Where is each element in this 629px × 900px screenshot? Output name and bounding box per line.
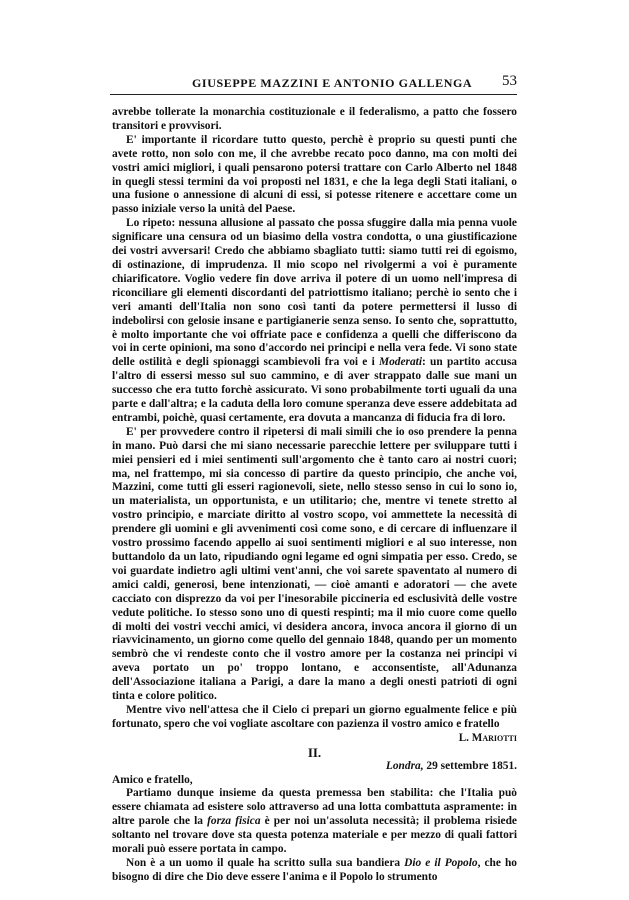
paragraph-text: Non è a un uomo il quale ha scritto sulla sua bandiera bbox=[126, 856, 405, 869]
section-number: II. bbox=[307, 744, 322, 760]
dateline bbox=[112, 760, 517, 774]
running-title: GIUSEPPE MAZZINI E ANTONIO GALLENGA bbox=[192, 76, 473, 90]
paragraph bbox=[112, 217, 517, 426]
paragraph: E' per provvedere contro il ripetersi di mali simili che io oso prendere la penna in mano. Può darsi che mi siano necessarie parecchie lettere per sviluppare tutti i miei pensieri ed i miei sentimenti sull'argomento che è tanto caro ai nostri cuori; ma, nel frattempo, mi sia concesso di partire da questo principio, che anche voi, Mazzini, come tutti gli esseri ragionevoli, siete, nello stesso senso in cui lo sono io, un materialista, un opportunista, e un utilitario; che, mentre vi tenete stretto al vostro principio, e marciate diritto al vostro scopo, voi ammettete la necessità di prendere gli uomini e gli avvenimenti così come sono, e di cercare di influenzare il vostro prossimo facendo appello ai suoi sentimenti migliori e al suo interesse, non buttandolo da un lato, ripudiando ogni legame ed ogni simpatia per esso. Credo, se voi guardate indietro agli ultimi vent'anni, che voi sarete spaventato al numero di amici caldi, generosi, bene intenzionati, — cioè amanti e adoratori — che avete cacciato con disprezzo da voi per l'inesorabile piccineria ed esclusività delle vostre vedute politiche. Io stesso sono uno di questi respinti; ma il mio cuore come quello di molti dei vostri vecchi amici, vi desidera ancora, invoca ancora il giorno di un riavvicinamento, un giorno come quello del gennaio 1848, quando per un momento sembrò che vi rendeste conto che il vostro amore per la costanza nei principi vi aveva portato un po' troppo lontano, e acconsentiste, all'Adunanza dell'Associazione italiana a Parigi, a dare la mano a degli onesti patrioti di ogni tinta e colore politico. bbox=[112, 425, 517, 703]
emphasis: Dio e il Popolo bbox=[404, 856, 478, 869]
paragraph bbox=[112, 787, 517, 857]
paragraph-text: Partiamo dunque insieme da questa premessa ben stabilita: che l'Italia può essere chiamata ad esistere solo attraverso ad una lotta combattuta aspramente: in altre parole che la bbox=[112, 787, 517, 828]
paragraph-text: : un partito accusa l'altro di essersi messo sul suo cammino, e di aver strappato dalle sue mani un successo che era tutto forchè assicurato. Vi sono probabilmente torti uguali da una parte e dall'altra; e la caduta della loro comune speranza deve essere addebitata ad entrambi, poichè, quasi certamente, era dovuta a mancanza di fiducia fra di loro. bbox=[112, 356, 518, 424]
body-text bbox=[112, 106, 517, 885]
paragraph: avrebbe tollerate la monarchia costituzionale e il federalismo, a patto che fossero transitori e provvisori. bbox=[112, 106, 517, 132]
paragraph-text: Lo ripeto: nessuna allusione al passato che possa sfuggire dalla mia penna vuole significare una censura od un biasimo della vostra condotta, o una giustificazione dei vostri avversari! Credo che abbiamo sbagliato tutti: siamo tutti rei di egoismo, di ostinazione, di imprudenza. Il mio scopo nel rivolgermi a voi è puramente chiarificatore. Voglio vedere fin dove arriva il potere di un uomo nell'impresa di riconciliare gli elementi discordanti del patriottismo italiano; perchè io sento che i veri amanti dell'Italia non sono così tanti da potere permettersi il lusso di indebolirsi con gelosie insane e partigianerie senza senso. Io sento che, soprattutto, è molto importante che voi offriate pace e confidenza a quelli che differiscono da voi in certe opinioni, ma sono d'accordo nei principi e nella vera fede. Vi sono state delle ostilità e degli spionaggi scambievoli fra voi e i bbox=[112, 217, 517, 369]
emphasis: forza fisica bbox=[207, 815, 261, 828]
salutation: Amico e fratello, bbox=[112, 773, 193, 786]
paragraph: Mentre vivo nell'attesa che il Cielo ci prepari un giorno egualmente felice e più fortunato, spero che voi vogliate ascoltare con pazienza il vostro amico e fratello bbox=[112, 703, 517, 730]
running-header bbox=[110, 73, 517, 95]
paragraph bbox=[112, 857, 517, 885]
paragraph: E' importante il ricordare tutto questo, perchè è proprio su questi punti che avete rotto, non solo con me, il che avrebbe recato poco danno, ma con molti dei vostri amici migliori, i quali pensarono potersi trattare con Carlo Alberto nel 1848 in quegli stessi termini da voi proposti nel 1831, e che la lega degli Stati italiani, o una fusione o annessione di alcuni di essi, si potesse ritenere e accettare come un passo iniziale verso la unità del Paese. bbox=[112, 133, 517, 216]
signature: L. Mariotti bbox=[458, 731, 517, 744]
page-number: 53 bbox=[502, 73, 517, 89]
emphasis: Moderati bbox=[378, 356, 423, 369]
date-text: 29 settembre 1851. bbox=[426, 759, 517, 772]
date-place: Londra, bbox=[385, 759, 424, 772]
paragraph-text: è per noi un'assoluta necessità; il problema risiede soltanto nel trovare dove sta questa potenza materiale e per mezzo di quali fattori morali può essere portata in campo. bbox=[112, 815, 517, 856]
paragraph-text: , che ho bisogno di dire che Dio deve essere l'anima e il Popolo lo strumento bbox=[112, 856, 517, 883]
